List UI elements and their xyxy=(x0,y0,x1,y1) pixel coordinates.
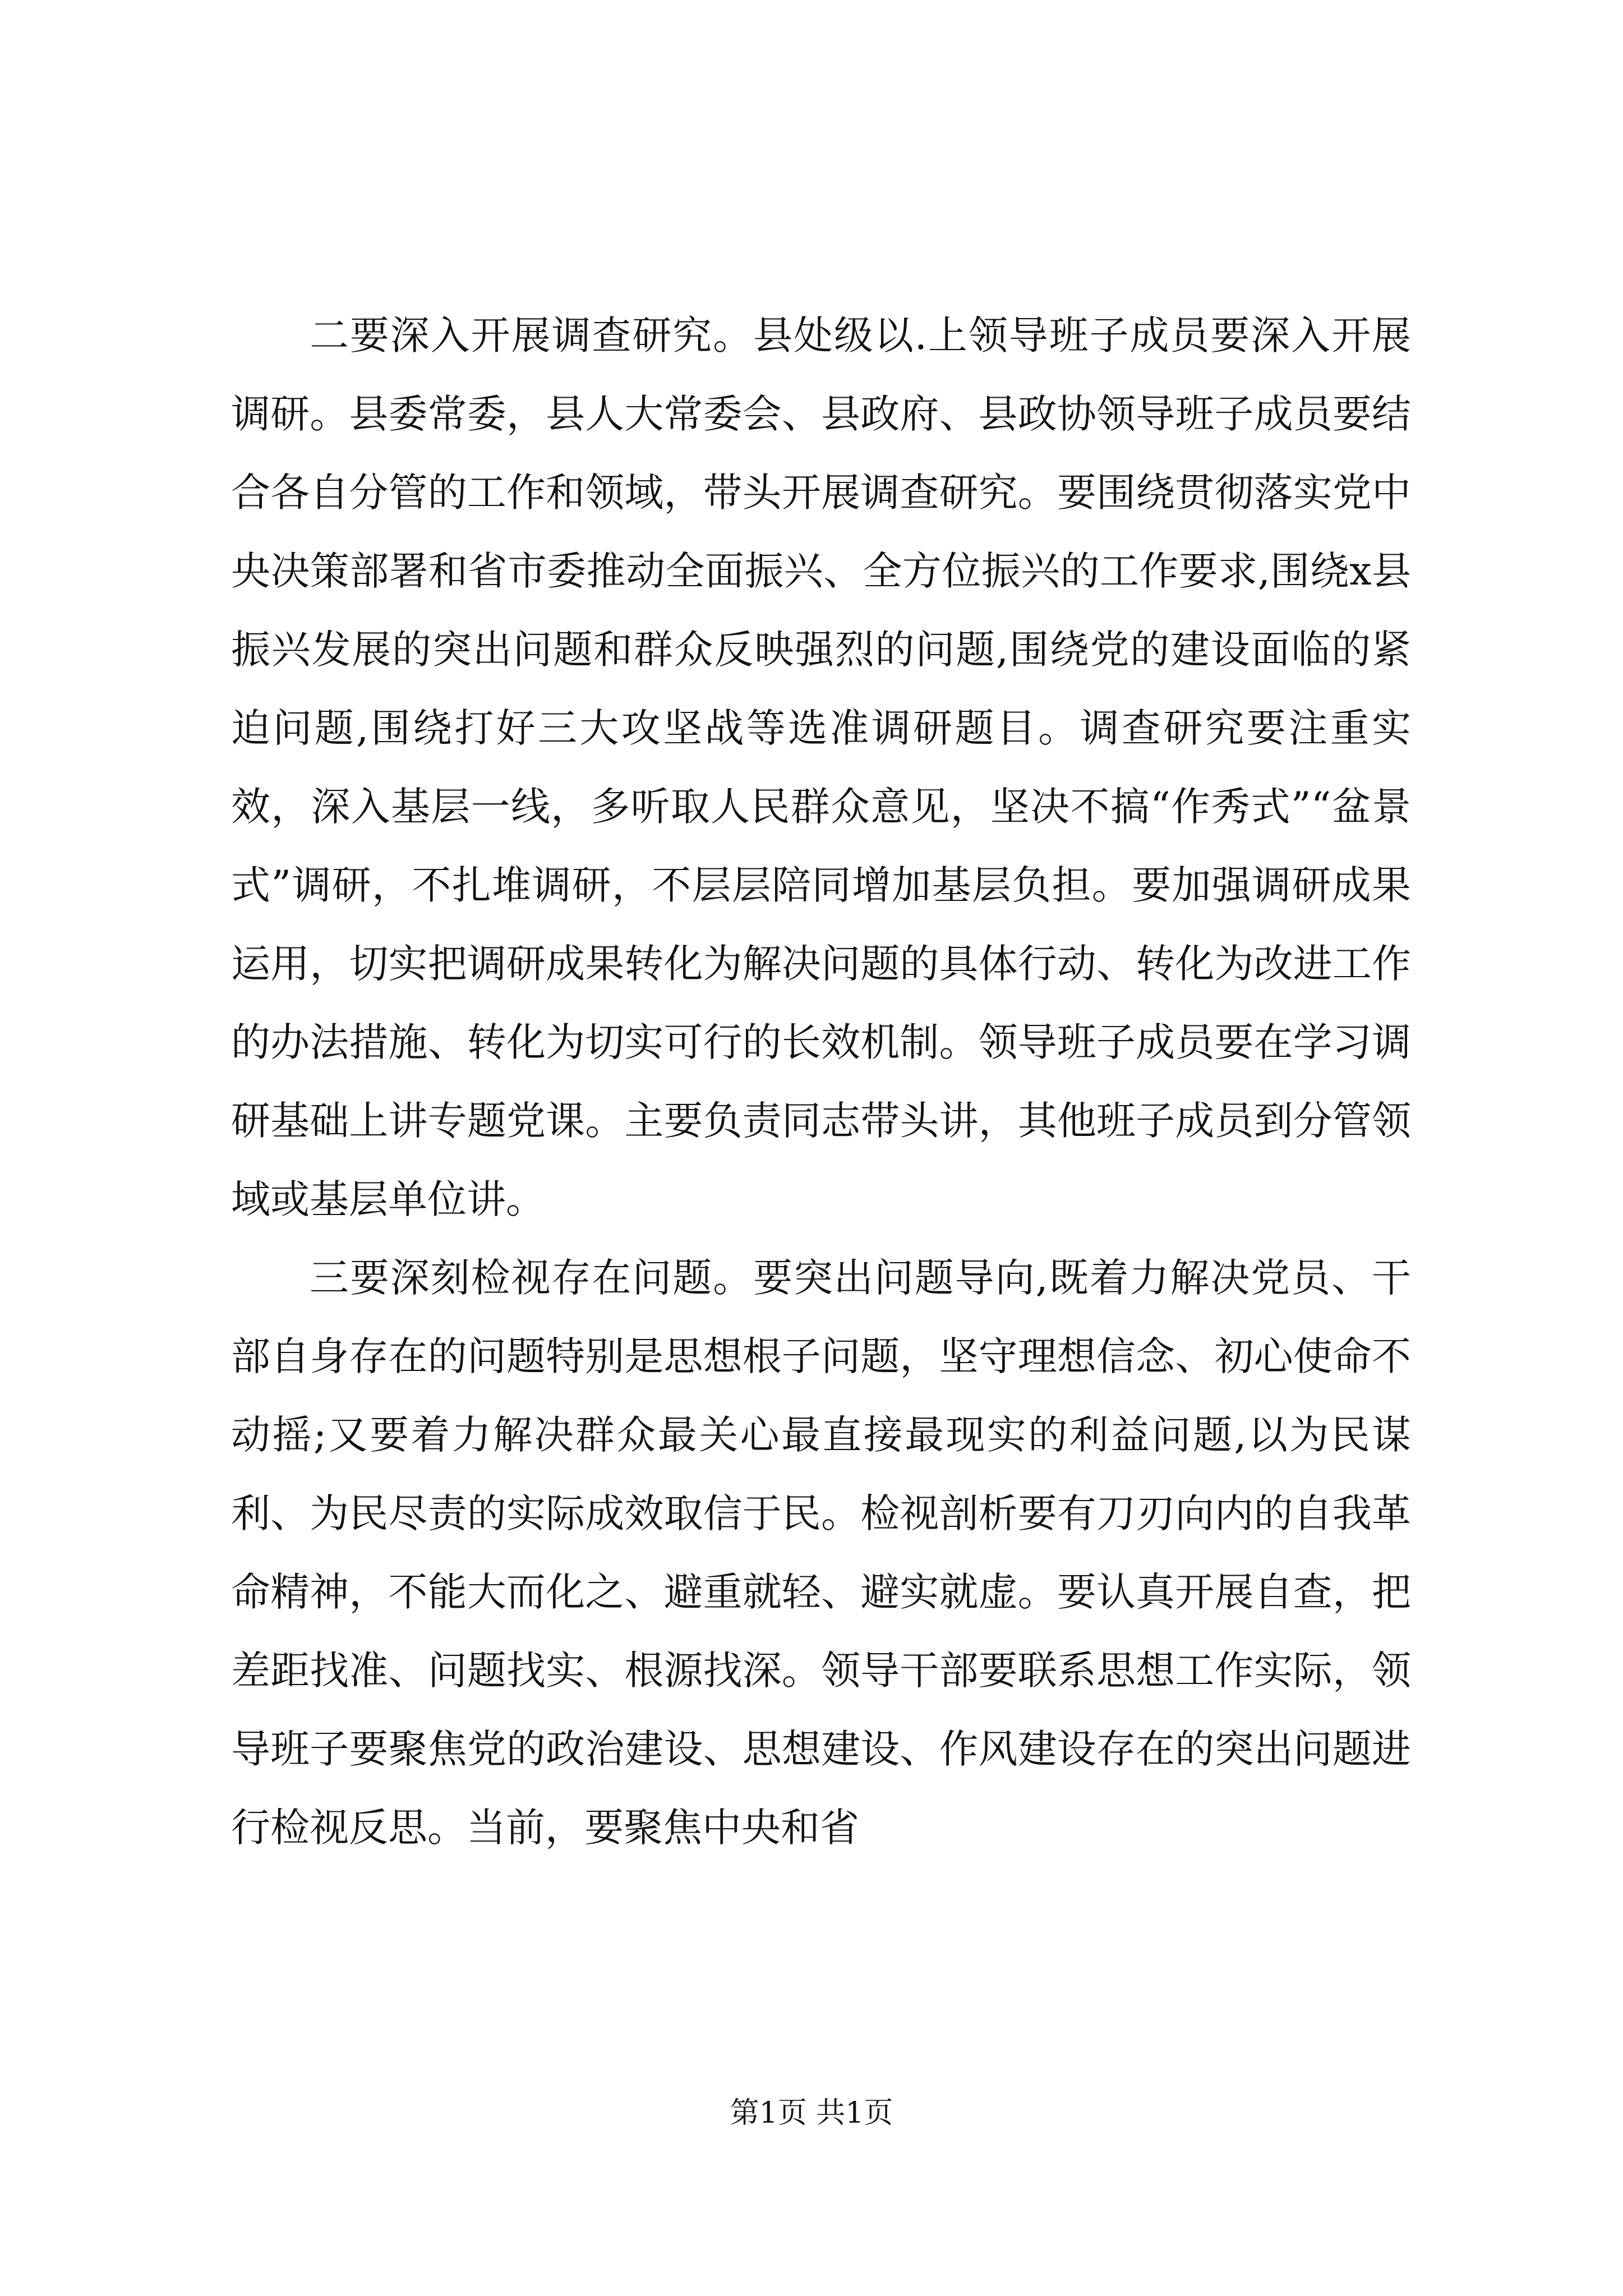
page-footer: 第1页 共1页 xyxy=(730,2096,893,2130)
document-body xyxy=(231,296,1411,1867)
paragraph-problems: 三要深刻检视存在问题。要突出问题导向,既着力解决党员、干部自身存在的问题特别是思想根子问题，坚守理想信念、初心使命不动摇;又要着力解决群众最关心最直接最现实的利益问题,以为民谋利、为民尽责的实际成效取信于民。检视剖析要有刀刃向内的自我革命精神，不能大而化之、避重就轻、避实就虚。要认真开展自查，把差距找准、问题找实、根源找深。领导干部要联系思想工作实际，领导班子要聚焦党的政治建设、思想建设、作风建设存在的突出问题进行检视反思。当前，要聚焦中央和省 xyxy=(231,1255,1411,1851)
paragraph-research: 二要深入开展调查研究。县处级以.上领导班子成员要深入开展调研。县委常委，县人大常委会、县政府、县政协领导班子成员要结合各自分管的工作和领域，带头开展调查研究。要围绕贯彻落实党中央决策部署和省市委推动全面振兴、全方位振兴的工作要求,围绕x县振兴发展的突出问题和群众反映强烈的问题,围绕党的建设面临的紧迫问题,围绕打好三大攻坚战等选准调研题目。调查研究要注重实效，深入基层一线，多听取人民群众意见，坚决不搞“作秀式”“盆景式”调研，不扎堆调研，不层层陪同增加基层负担。要加强调研成果运用，切实把调研成果转化为解决问题的具体行动、转化为改进工作的办法措施、转化为切实可行的长效机制。领导班子成员要在学习调研基础上讲专题党课。主要负责同志带头讲，其他班子成员到分管领域或基层单位讲。 xyxy=(231,312,1411,1222)
